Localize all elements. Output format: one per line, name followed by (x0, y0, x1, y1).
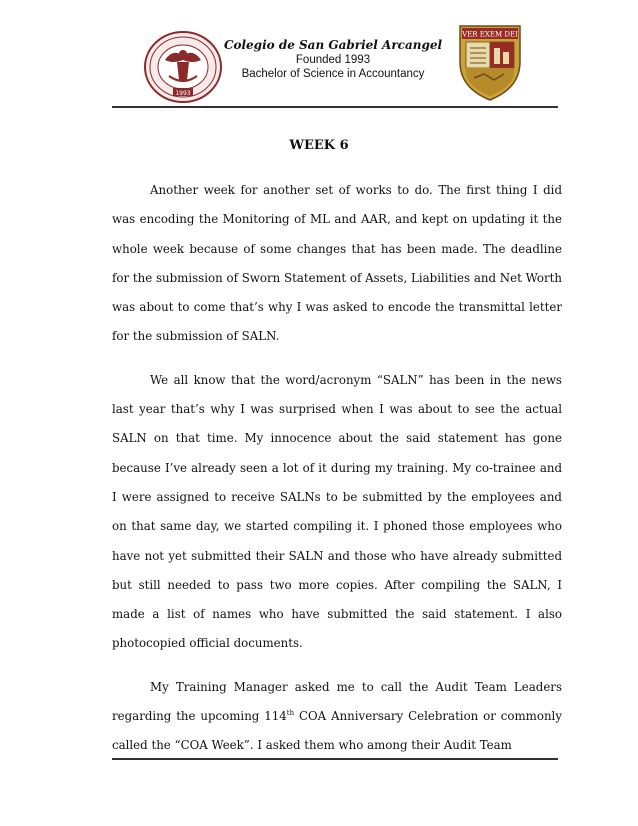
paragraph-3-start: My Training Manager asked me to call the Audit Team Leaders regarding the upcoming 114 (112, 679, 562, 724)
ordinal-suffix: th (286, 709, 295, 718)
paragraph-3-end: COA Anniversary Celebration or commonly called the “COA Week”. I asked them who among their Audit Team (112, 709, 562, 753)
seal-year: 1993 (175, 90, 191, 97)
college-name: Colegio de San Gabriel Arcangel (223, 38, 443, 52)
letterhead-text (210, 38, 456, 81)
document-body (112, 176, 562, 761)
footer-divider (112, 758, 558, 760)
page-title: WEEK 6 (289, 138, 349, 153)
program-shield-logo (456, 22, 524, 102)
header-divider (112, 106, 558, 108)
paragraph-1: Another week for another set of works to do. The first thing I did was encoding the Monitoring of ML and AAR, and kept on updating it the whole week because of some changes that has been made. The deadline for the submission of Sworn Statement of Assets, Liabilities and Net Worth was about to come that’s why I was asked to encode the transmittal letter for the submission of SALN. (112, 183, 562, 344)
program-name: Bachelor of Science in Accountancy (241, 68, 425, 80)
paragraph-3 (112, 673, 562, 761)
shield-motto: VER EXEM DEI (462, 30, 518, 39)
letterhead (0, 0, 638, 106)
founded-line: Founded 1993 (295, 54, 371, 66)
paragraph-2: We all know that the word/acronym “SALN” has been in the news last year that’s why I was surprised when I was about to see the actual SALN on that time. My innocence about the said statement has gone because I’ve already seen a lot of it during my training. My co-trainee and I were assigned to receive SALNs to be submitted by the employees and on that same day, we started compiling it. I phoned those employees who have not yet submitted their SALN and those who have already submitted but still needed to pass two more copies. After compiling the SALN, I made a list of names who have submitted the said statement. I also photocopied official documents. (112, 372, 562, 651)
